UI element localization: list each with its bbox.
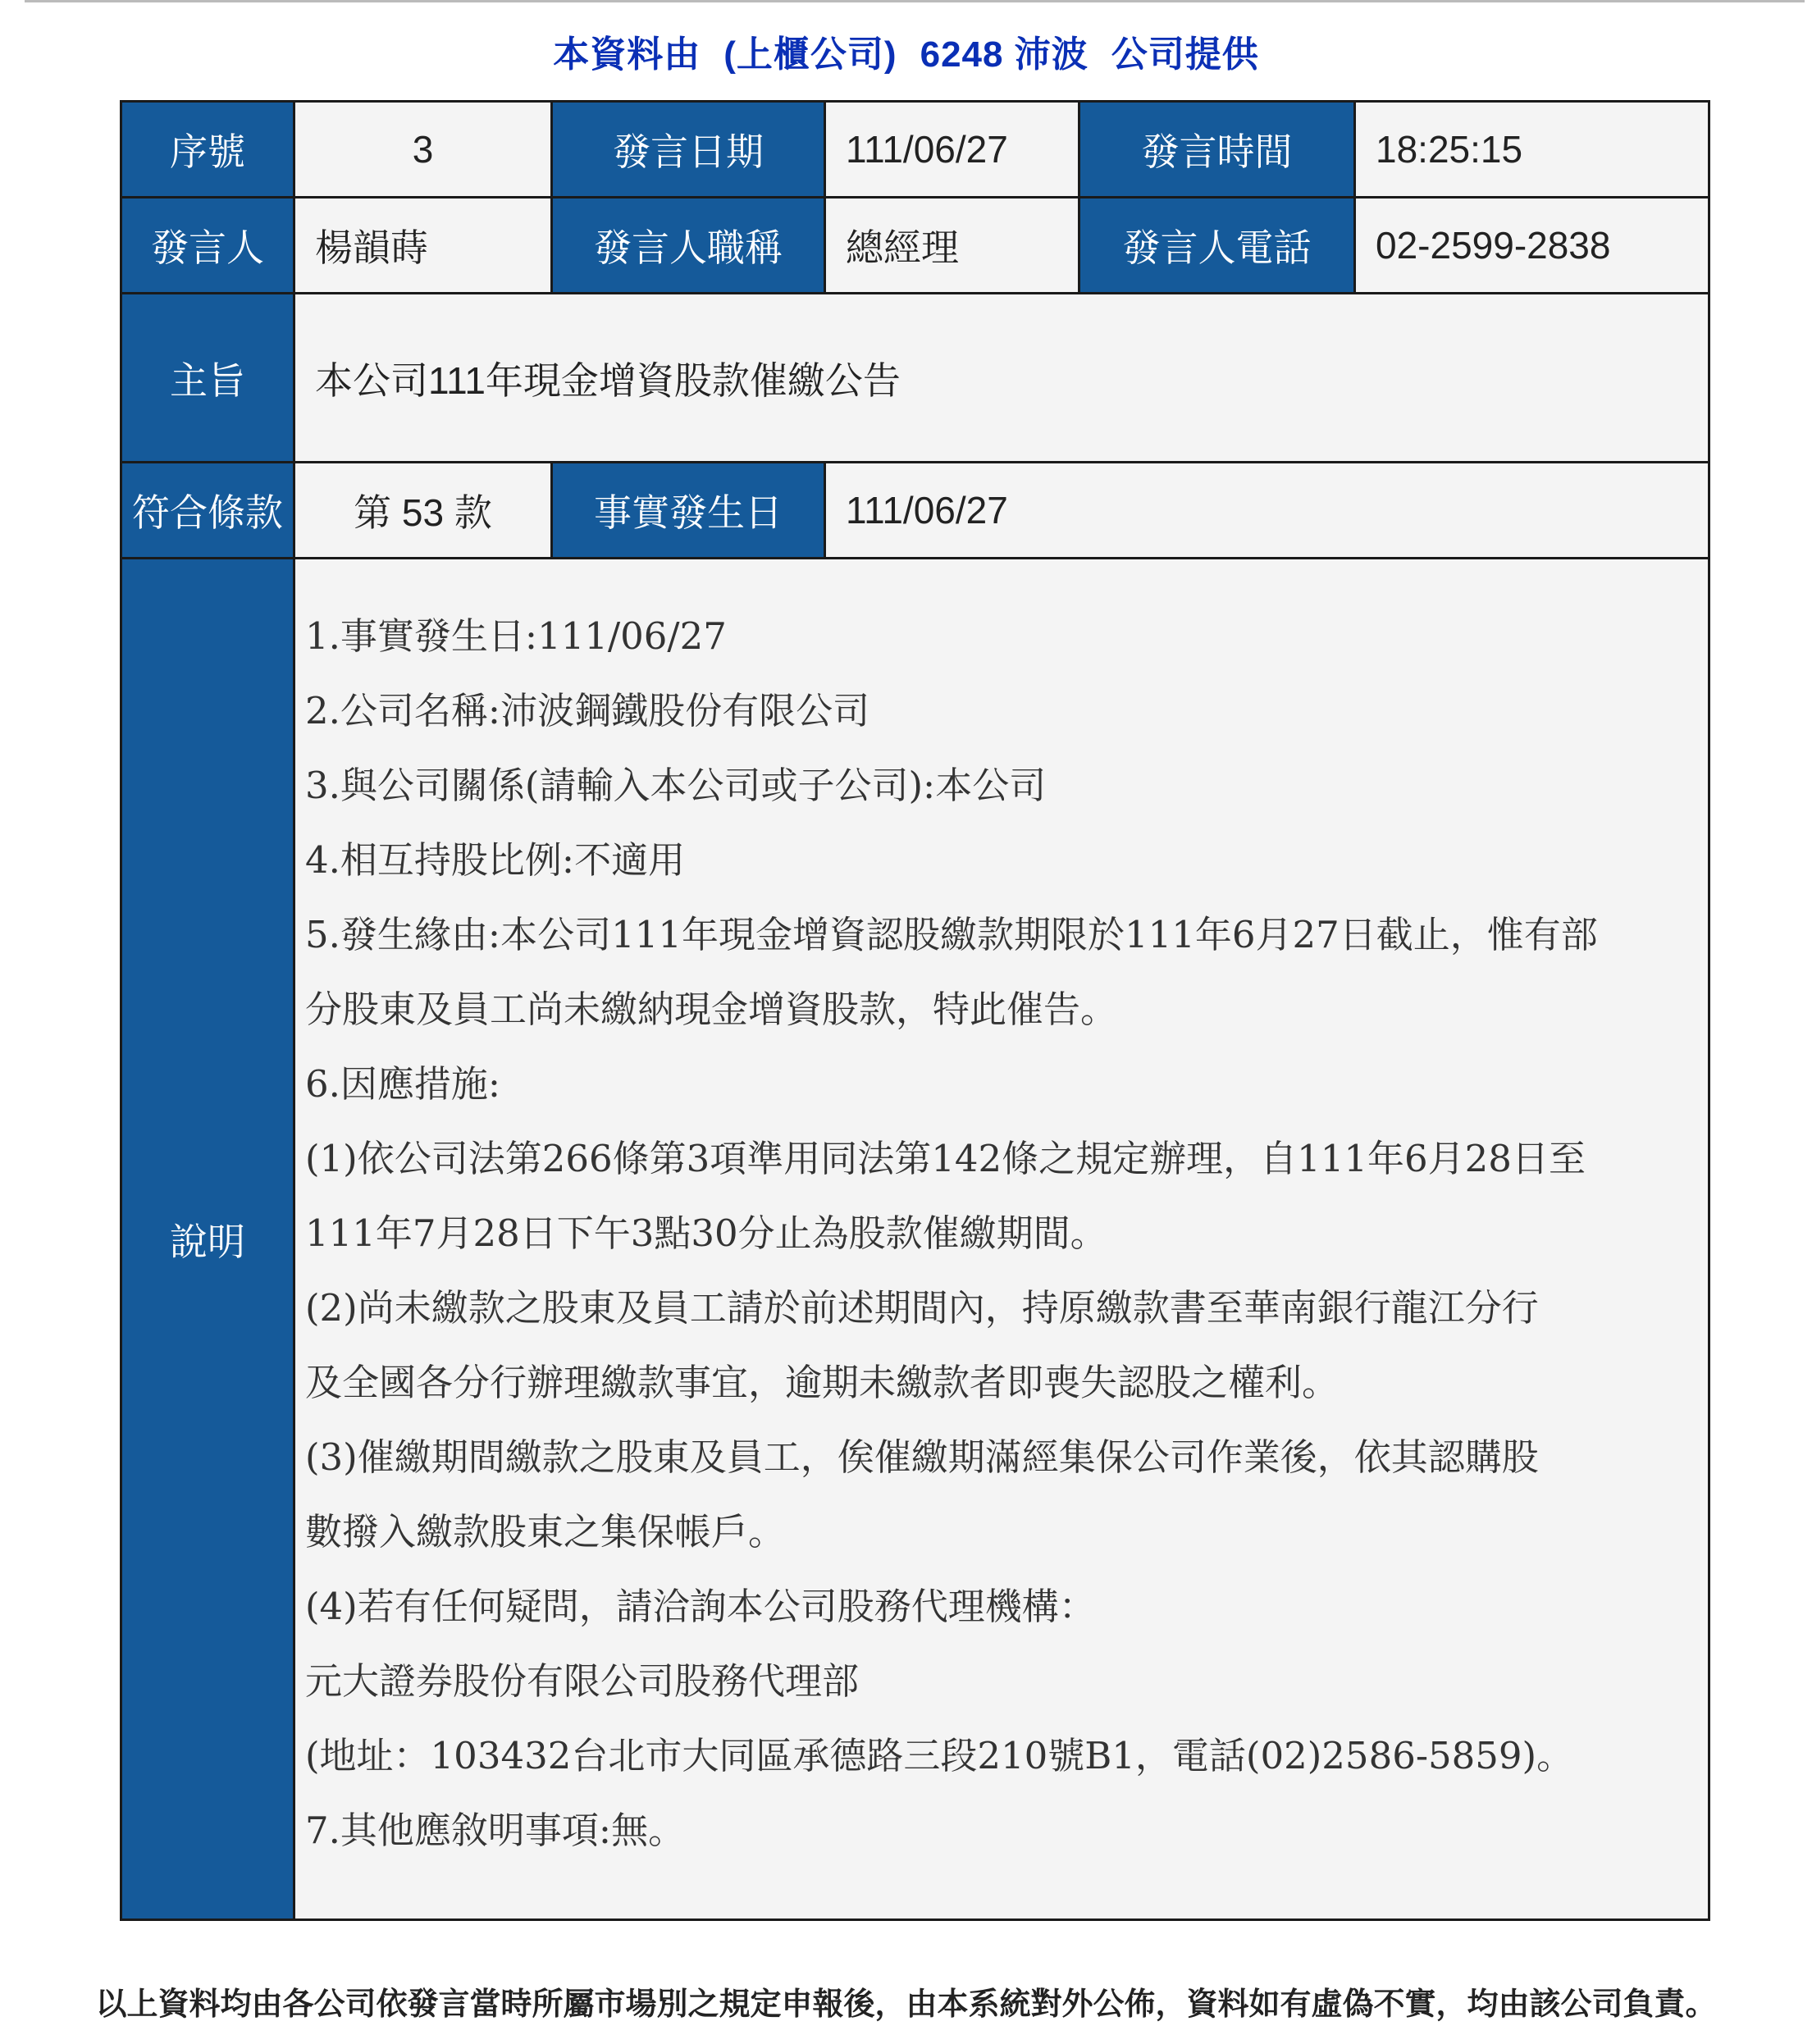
provider-prefix: 本資料由: [553, 34, 701, 75]
description-line: 3.與公司關係(請輸入本公司或子公司):本公司: [305, 764, 1047, 807]
description-line: (4)若有任何疑問，請洽詢本公司股務代理機構：: [305, 1585, 1096, 1628]
date-label: 發言日期: [552, 102, 825, 198]
clause-value: 第 53 款: [294, 463, 552, 559]
subject-value: 本公司111年現金增資股款催繳公告: [294, 294, 1709, 463]
description-line: (地址：103432台北市大同區承德路三段210號B1，電話(02)2586-5859)。: [305, 1734, 1574, 1777]
subject-label: 主旨: [121, 294, 294, 463]
description-line: (2)尚未繳款之股東及員工請於前述期間內，持原繳款書至華南銀行龍江分行: [305, 1286, 1539, 1330]
footer-disclaimer: 以上資料均由各公司依發言當時所屬市場別之規定申報後，由本系統對外公佈，資料如有虛偽不實，均由該公司負責。: [95, 1987, 1717, 2022]
description-line: 1.事實發生日:111/06/27: [305, 614, 727, 658]
description-line: 111年7月28日下午3點30分止為股款催繳期間。: [305, 1211, 1107, 1255]
description-line: 數撥入繳款股東之集保帳戶。: [305, 1510, 786, 1554]
description-line: 元大證券股份有限公司股務代理部: [305, 1659, 860, 1703]
clause-label: 符合條款: [121, 463, 294, 559]
row-subject: [121, 294, 1709, 463]
row-clause: [121, 463, 1709, 559]
description-line: 6.因應措施:: [305, 1062, 501, 1106]
seq-label: 序號: [121, 102, 294, 198]
description-line: 5.發生緣由:本公司111年現金增資認股繳款期限於111年6月27日截止，惟有部: [305, 913, 1598, 956]
row-speaker: [121, 198, 1709, 294]
speaker-phone-value: 02-2599-2838: [1355, 198, 1709, 294]
announcement-table: [120, 100, 1710, 1921]
description-body: [305, 559, 1688, 1868]
description-line: 4.相互持股比例:不適用: [305, 838, 686, 882]
speaker-phone-label: 發言人電話: [1079, 198, 1355, 294]
description-label: 說明: [121, 559, 294, 1920]
provider-suffix: 公司提供: [1111, 34, 1259, 75]
provider-company: 6248 沛波: [920, 34, 1089, 75]
top-divider: [25, 0, 1805, 2]
speaker-title-label: 發言人職稱: [552, 198, 825, 294]
provider-market: (上櫃公司): [723, 34, 897, 75]
speaker-value: 楊韻蒔: [294, 198, 552, 294]
speaker-label: 發言人: [121, 198, 294, 294]
fact-date-value: 111/06/27: [825, 463, 1709, 559]
provider-header: [0, 25, 1812, 77]
description-line: 2.公司名稱:沛波鋼鐵股份有限公司: [305, 689, 870, 732]
fact-date-label: 事實發生日: [552, 463, 825, 559]
description-line: 及全國各分行辦理繳款事宜，逾期未繳款者即喪失認股之權利。: [305, 1361, 1340, 1404]
speaker-title-value: 總經理: [825, 198, 1079, 294]
date-value: 111/06/27: [825, 102, 1079, 198]
description-line: (3)催繳期間繳款之股東及員工，俟催繳期滿經集保公司作業後，依其認購股: [305, 1435, 1539, 1479]
description-cell: [294, 559, 1709, 1920]
row-seq-date-time: [121, 102, 1709, 198]
description-line: 7.其他應敘明事項:無。: [305, 1809, 686, 1852]
time-label: 發言時間: [1079, 102, 1355, 198]
description-line: 分股東及員工尚未繳納現金增資股款，特此催告。: [305, 988, 1118, 1031]
description-line: (1)依公司法第266條第3項準用同法第142條之規定辦理，自111年6月28日至: [305, 1137, 1586, 1180]
row-description: [121, 559, 1709, 1920]
time-value: 18:25:15: [1355, 102, 1709, 198]
seq-value: 3: [294, 102, 552, 198]
